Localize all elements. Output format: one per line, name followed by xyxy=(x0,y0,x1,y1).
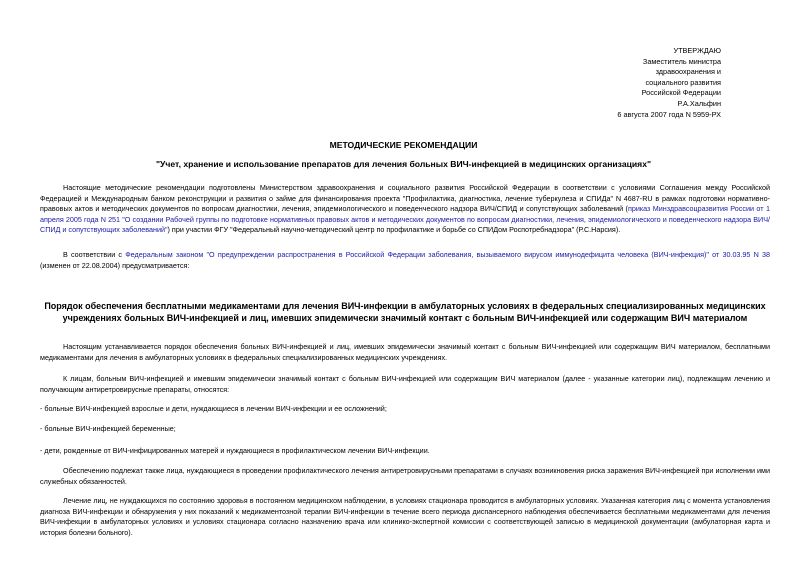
approval-line: УТВЕРЖДАЮ xyxy=(673,46,721,55)
approval-block xyxy=(617,46,721,120)
approval-line: Р.А.Хальфин xyxy=(677,98,721,108)
paragraph-text: В соответствии с xyxy=(63,250,126,259)
law-paragraph xyxy=(40,250,770,271)
list-item: - дети, рожденные от ВИЧ-инфицированных матерей и нуждающиеся в профилактическом лечении ВИЧ-инфекции. xyxy=(40,446,430,455)
approval-line: Заместитель министра xyxy=(642,56,721,66)
paragraph-text: ) при участии ФГУ "Федеральный научно-методический центр по профилактике и борьбе со СПИДом Роспотребнадзора" (Р.С.Нарсия). xyxy=(167,225,621,235)
list-item: - больные ВИЧ-инфекцией взрослые и дети, нуждающиеся в лечении ВИЧ-инфекции и ее осложнений; xyxy=(40,404,387,413)
body-paragraph xyxy=(40,496,770,538)
list-item: - больные ВИЧ-инфекцией беременные; xyxy=(40,424,176,433)
paragraph-text: (изменен от 22.08.2004) предусматривается: xyxy=(40,260,190,270)
body-paragraph xyxy=(40,374,770,395)
approval-line: 6 августа 2007 года N 5959-РХ xyxy=(617,109,721,119)
document-title: МЕТОДИЧЕСКИЕ РЕКОМЕНДАЦИИ xyxy=(329,140,478,150)
paragraph-text: Обеспечению подлежат также лица, нуждающиеся в проведении профилактического лечения антиретровирусными препаратами в случаях возникновения риска заражения ВИЧ-инфекцией при исполнении ими служебных обязанностей. xyxy=(40,466,770,486)
approval-line: здравоохранения и xyxy=(655,67,721,77)
paragraph-text: Лечение лиц, не нуждающихся по состоянию здоровья в постоянном медицинском наблюдении, в условиях стационара проводится в амбулаторных условиях. Указанная категория лиц с момента установления диагноза ВИЧ-инфекции и обнаружения у них показаний к медикаментозной терапии ВИЧ-инфекции в течение всего периода диспансерного наблюдения обеспечивается бесплатными медикаментами для лечения ВИЧ-инфекции в амбулаторных условиях и условиях стационара согласно назначению врача или клинико-экспертной комиссии с соответствующей записью в медицинской документации (амбулаторная карта и история болезни больного). xyxy=(40,496,770,537)
federal-law-link[interactable]: Федеральным законом "О предупреждении распространения в Российской Федерации заболевания, вызываемого вирусом иммунодефицита человека (ВИЧ-инфекция)" от 30.03.95 N 38 xyxy=(125,250,770,259)
intro-paragraph xyxy=(40,183,770,236)
body-paragraph xyxy=(40,342,770,363)
order-link[interactable]: приказ Минздравсоцразвития России от 1 апреля 2005 года N 251 "О создании Рабочей группы по подготовке нормативных правовых актов и методических документов по вопросам диагностики, лечения, эпидемиологического и поведенческого надзора ВИЧ/СПИД и сопутствующих заболеваний" xyxy=(40,204,770,235)
paragraph-text: Настоящим устанавливается порядок обеспечения больных ВИЧ-инфекцией и лиц, имевших эпидемически значимый контакт с больным ВИЧ-инфекцией или содержащим ВИЧ материалом, бесплатными медикаментами для лечения в амбулаторных условиях в федеральных специализированных медицинских учреждениях. xyxy=(40,342,770,362)
section-heading: Порядок обеспечения бесплатными медикаментами для лечения ВИЧ-инфекции в амбулаторных условиях в федеральных специализированных медицинских учреждениях больных ВИЧ-инфекцией и лиц, имевших эпидемически значимый контакт с больным ВИЧ-инфекцией или содержащим ВИЧ материалом xyxy=(44,301,766,323)
paragraph-text: Настоящие методические рекомендации подготовлены Министерством здравоохранения и социального развития Российской Федерации в соответствии с условиями Соглашения между Российской Федерацией и Международным банком реконструкции и развития о займе для финансирования проекта "Профилактика, диагностика, лечение туберкулеза и СПИДа" N 4687-RU в рамках подготовки нормативно-правовых актов и методических документов по вопросам диагностики, лечения, эпидемиологического и поведенческого надзора ВИЧ/СПИД и сопутствующих заболеваний ( xyxy=(40,183,770,214)
body-paragraph xyxy=(40,466,770,487)
approval-line: Российской Федерации xyxy=(641,88,721,98)
document-subtitle: "Учет, хранение и использование препаратов для лечения больных ВИЧ-инфекцией в медицинских организациях" xyxy=(155,159,652,169)
approval-line: социального развития xyxy=(645,77,721,87)
paragraph-text: К лицам, больным ВИЧ-инфекцией и имевшим эпидемически значимый контакт с больным ВИЧ-инфекцией или содержащим ВИЧ материалом (далее - указанные категории лиц), подлежащим лечению и получающим антиретровирусные препараты, относятся: xyxy=(40,374,770,394)
